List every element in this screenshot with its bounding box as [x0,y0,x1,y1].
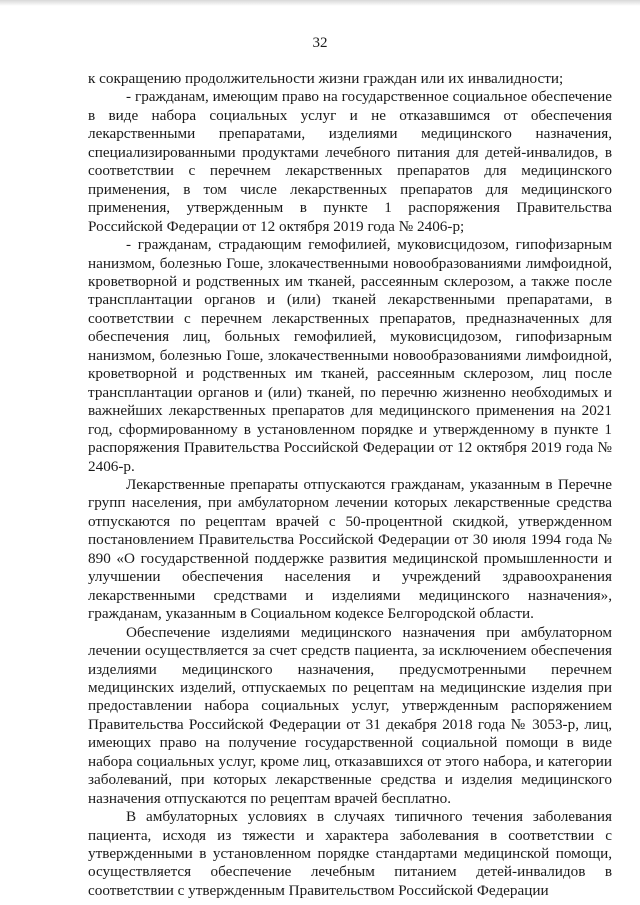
paragraph-rare-diseases: - гражданам, страдающим гемофилией, муковисцидозом, гипофизарным нанизмом, болезнью Гоше, злокачественными новообразованиями лимфоидной, кроветворной и родственных им тканей, рассеянным склерозом, а также после трансплантации органов и (или) тканей лекарственными препаратами, в соответствии с перечнем лекарственных препаратов, предназначенных для обеспечения лиц, больных гемофилией, муковисцидозом, гипофизарным нанизмом, болезнью Гоше, злокачественными новообразованиями лимфоидной, кроветворной и родственных им тканей, рассеянным склерозом, лиц после трансплантации органов и (или) тканей, по перечню жизненно необходимых и важнейших лекарственных препаратов для медицинского применения на 2021 год, сформированному в установленном порядке и утвержденному в пункте 1 распоряжения Правительства Российской Федерации от 12 октября 2019 года № 2406-р. [88,236,612,475]
scan-edge [0,0,640,6]
paragraph-discounted-drugs: Лекарственные препараты отпускаются гражданам, указанным в Перечне групп населения, при амбулаторном лечении которых лекарственные средства отпускаются по рецептам врачей с 50-процентной скидкой, утвержденном постановлением Правительства Российской Федерации от 30 июля 1994 года № 890 «О государственной поддержке развития медицинской промышленности и улучшении обеспечения населения и учреждений здравоохранения лекарственными средствами и изделиями медицинского назначения», гражданам, указанным в Социальном кодексе Белгородской области. [88,475,612,623]
page-number: 32 [312,35,328,51]
paragraph-therapeutic-nutrition: В амбулаторных условиях в случаях типичного течения заболевания пациента, исходя из тяжести и характера заболевания в соответствии с утвержденными в установленном порядке стандартами медицинской помощи, осуществляется обеспечение лечебным питанием детей-инвалидов в соответствии с утвержденным Правительством Российской Федерации [88,808,612,899]
document-body [88,70,612,900]
paragraph-medical-devices: Обеспечение изделиями медицинского назначения при амбулаторном лечении осуществляется за счет средств пациента, за исключением обеспечения изделиями медицинского назначения, предусмотренными перечнем медицинских изделий, отпускаемых по рецептам на медицинские изделия при предоставлении набора социальных услуг, утвержденным распоряжением Правительства Российской Федерации от 31 декабря 2018 года № 3053-р, лиц, имеющих право на получение государственной социальной помощи в виде набора социальных услуг, кроме лиц, отказавшихся от этого набора, и категории заболеваний, при которых лекарственные средства и изделия медицинского назначения отпускаются по рецептам врачей бесплатно. [88,623,612,807]
paragraph-social-services-recipients: - гражданам, имеющим право на государственное социальное обеспечение в виде набора социальных услуг и не отказавшимся от обеспечения лекарственными препаратами, изделиями медицинского назначения, специализированными продуктами лечебного питания для детей-инвалидов, в соответствии с перечнем лекарственных препаратов для медицинского применения, в том числе лекарственных препаратов для медицинского применения, утвержденным в пункте 1 распоряжения Правительства Российской Федерации от 12 октября 2019 года № 2406-р; [88,88,612,235]
paragraph-continuation: к сокращению продолжительности жизни граждан или их инвалидности; [88,70,564,87]
